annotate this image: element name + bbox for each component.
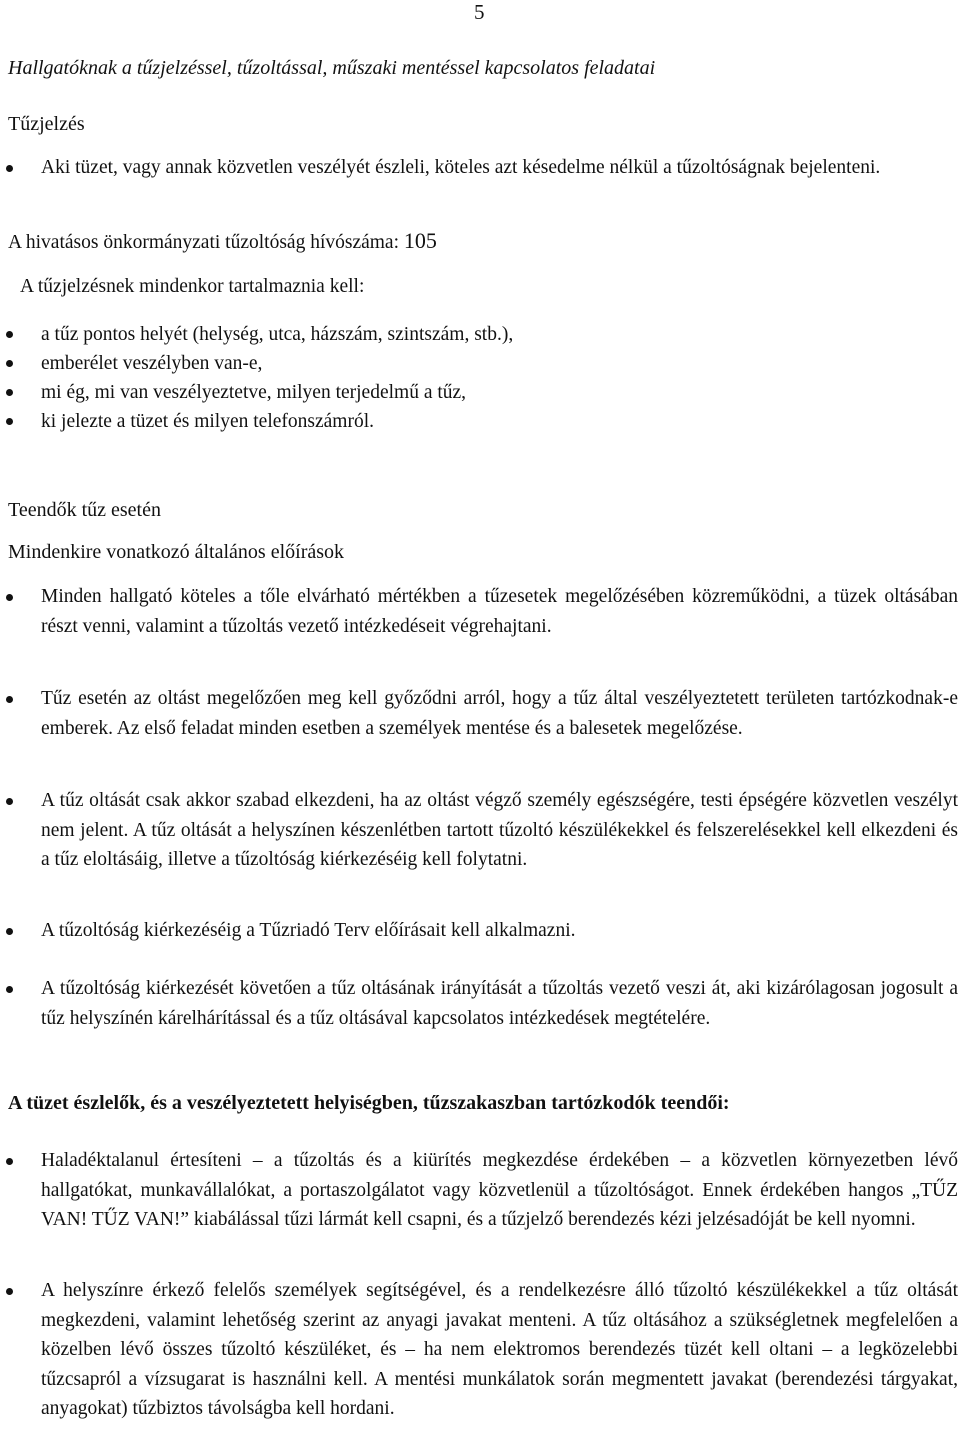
- duty-text: A helyszínre érkező felelős személyek segítségével, és a rendelkezésre álló tűzoltó készülékekkel a tűz oltását megkezdeni, valamint lehetőség szerint az anyagi javakat menteni. A tűz oltásához a szükségletnek megfelelően a közelben lévő összes tűzoltó készüléket, és – ha nem elektromos berendezés tüzét kell oltani – a legközelebbi tűzcsapról a vízsugarat is használni kell. A mentési munkálatok során megmentett javakat (berendezési tárgyakat, anyagokat) tűzbiztos távolságba kell hordani.: [41, 1280, 958, 1419]
- alarm-content-text: ki jelezte a tüzet és milyen telefonszámról.: [41, 411, 374, 432]
- report-duty-text: Aki tüzet, vagy annak közvetlen veszélyét észleli, köteles azt késedelme nélkül a tűzoltóságnak bejelenteni.: [41, 157, 881, 178]
- observers-duties-list: [0, 1146, 958, 1235]
- bullet-icon: [6, 594, 13, 601]
- bullet-icon: [6, 1158, 13, 1165]
- rule-text: Tűz esetén az oltást megelőzően meg kell győződni arról, hogy a tűz által veszélyeztetett területen tartózkodnak-e emberek. Az első feladat minden esetben a személyek mentése és a balesetek megelőzése.: [41, 688, 958, 739]
- section-heading-observers-duties: A tüzet észlelők, és a veszélyeztetett helyiségben, tűzszakaszban tartózkodók teendői:: [8, 1092, 730, 1114]
- list-item: [0, 1276, 958, 1424]
- list-item: [0, 582, 958, 641]
- alarm-content-text: mi ég, mi van veszélyeztetve, milyen terjedelmű a tűz,: [41, 382, 467, 403]
- duty-text: Haladéktalanul értesíteni – a tűzoltás és a kiürítés megkezdése érdekében – a közvetlen környezetben lévő hallgatókat, munkavállalókat, a portaszolgálatot vagy közvetlenül a tűzoltóságot. Ennek érdekében hangos „TŰZ VAN! TŰZ VAN!” kiabálással tűzi lármát kell csapni, és a tűzjelző berendezés kézi jelzésadóját be kell nyomni.: [41, 1150, 958, 1230]
- general-rules-list: [0, 582, 958, 641]
- rule-text: A tűz oltását csak akkor szabad elkezdeni, ha az oltást végző személy egészségére, testi épségére közvetlen veszélyt nem jelent. A tűz oltását a helyszínen készenlétben tartott tűzoltó készülékekkel és felszerelésekkel kell elkezdeni és a tűz eloltásáig, illetve a tűzoltóság kiérkezéséig kell folytatni.: [41, 790, 958, 870]
- general-rules-list: [0, 916, 958, 946]
- phone-number: 105: [403, 228, 437, 253]
- bullet-icon: [6, 418, 13, 425]
- report-duty-list: [0, 153, 958, 183]
- bullet-icon: [6, 1288, 13, 1295]
- list-item: [0, 378, 940, 407]
- bullet-icon: [6, 331, 13, 338]
- alarm-content-text: a tűz pontos helyét (helység, utca, házszám, szintszám, stb.),: [41, 324, 514, 345]
- rule-text: A tűzoltóság kiérkezését követően a tűz oltásának irányítását a tűzoltás vezető veszi át, aki kizárólagosan jogosult a tűz helyszínén kárelhárítással és a tűz oltásával kapcsolatos intézkedések megtételére.: [41, 978, 958, 1029]
- rule-text: Minden hallgató köteles a tőle elvárható mértékben a tűzesetek megelőzésében közreműködni, a tüzek oltásában részt venni, valamint a tűzoltás vezető intézkedéseit végrehajtani.: [41, 586, 958, 637]
- general-rules-list: [0, 974, 958, 1033]
- list-item: [0, 684, 958, 743]
- list-item: [0, 153, 958, 183]
- list-item: [0, 320, 940, 349]
- alarm-contents-list: [0, 320, 940, 436]
- section-subheading-general-rules: Mindenkire vonatkozó általános előírások: [8, 541, 345, 563]
- page-number: 5: [474, 0, 485, 24]
- list-item: [0, 1146, 958, 1235]
- list-item: [0, 974, 958, 1033]
- bullet-icon: [6, 165, 13, 172]
- section-heading-fire-actions: Teendők tűz esetén: [8, 499, 161, 521]
- list-item: [0, 407, 940, 436]
- phone-label: A hivatásos önkormányzati tűzoltóság hívószáma:: [8, 232, 399, 253]
- general-rules-list: [0, 786, 958, 875]
- bullet-icon: [6, 986, 13, 993]
- phone-line: [8, 228, 437, 256]
- alarm-contents-intro: A tűzjelzésnek mindenkor tartalmaznia kell:: [20, 276, 365, 297]
- alarm-content-text: emberélet veszélyben van-e,: [41, 353, 263, 374]
- rule-text: A tűzoltóság kiérkezéséig a Tűzriadó Terv előírásait kell alkalmazni.: [41, 920, 576, 941]
- list-item: [0, 916, 958, 946]
- section-heading-fire-alarm: Tűzjelzés: [8, 113, 85, 135]
- general-rules-list: [0, 684, 958, 743]
- observers-duties-list: [0, 1276, 958, 1424]
- list-item: [0, 349, 940, 378]
- bullet-icon: [6, 360, 13, 367]
- list-item: [0, 786, 958, 875]
- document-title: Hallgatóknak a tűzjelzéssel, tűzoltással, műszaki mentéssel kapcsolatos feladatai: [8, 57, 656, 79]
- bullet-icon: [6, 928, 13, 935]
- bullet-icon: [6, 389, 13, 396]
- bullet-icon: [6, 696, 13, 703]
- bullet-icon: [6, 798, 13, 805]
